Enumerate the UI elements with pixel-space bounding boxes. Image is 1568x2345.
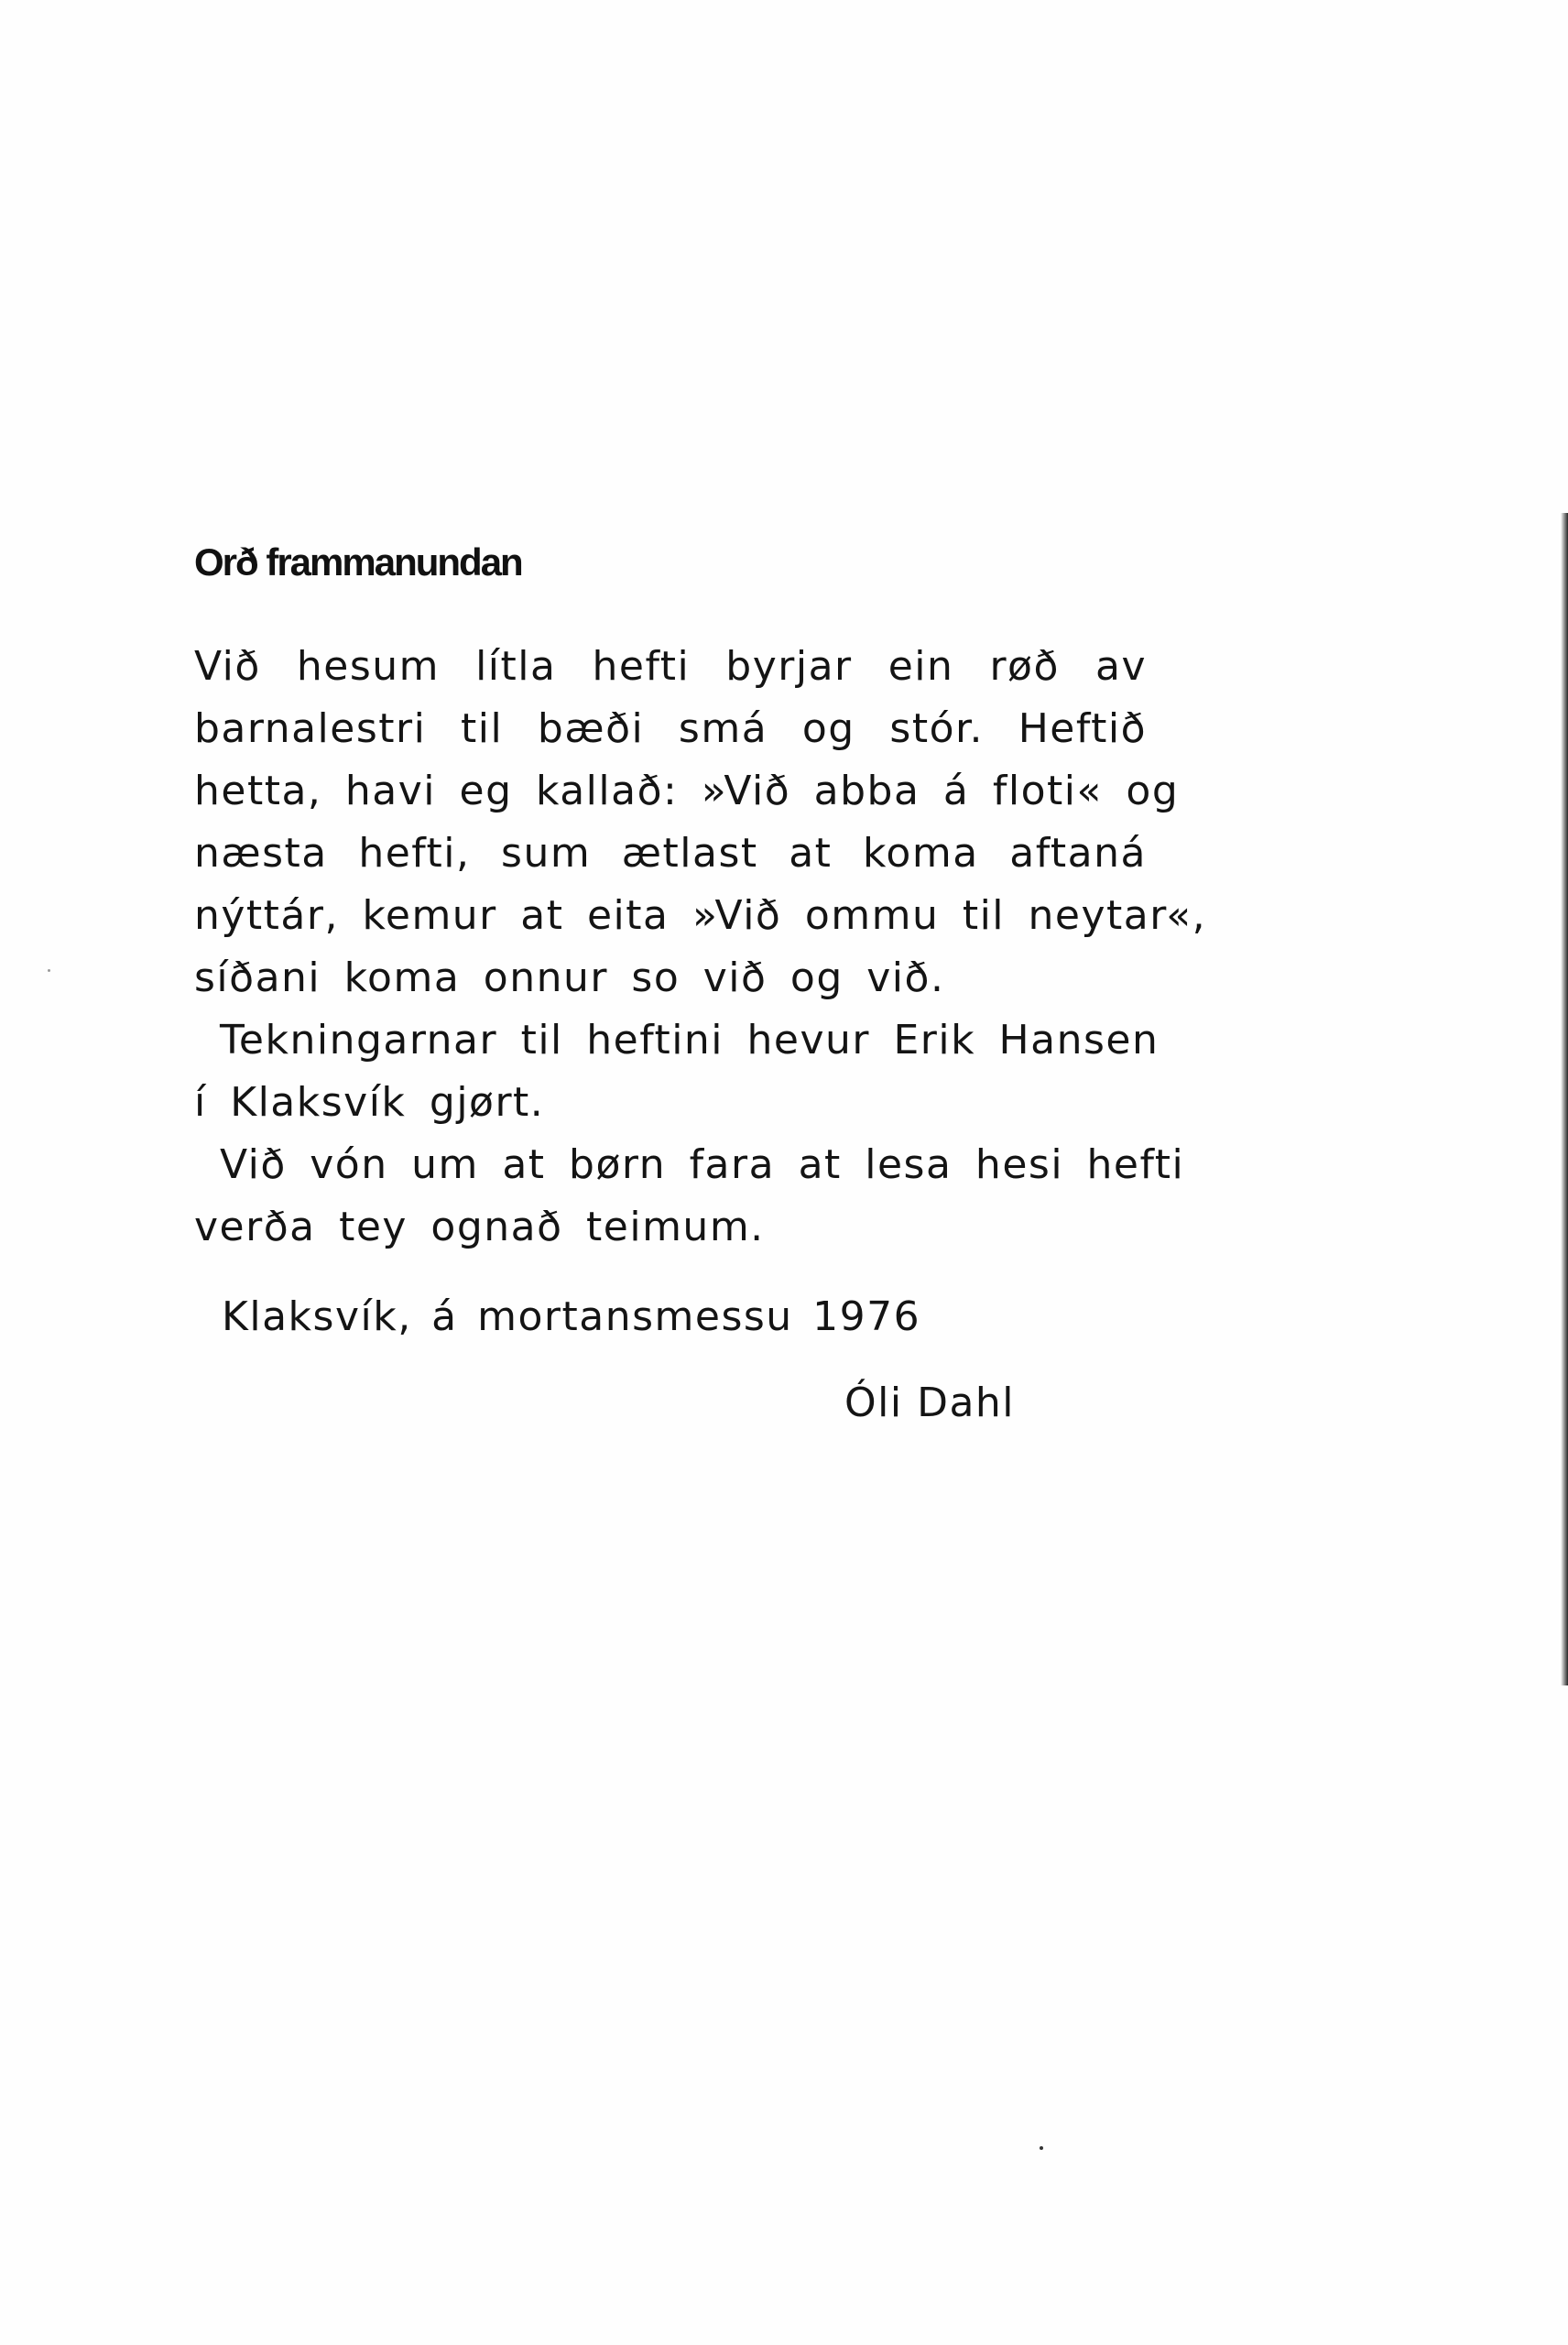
text-line: verða tey ognað teimum. (194, 1204, 765, 1250)
text-line: Tekningarnar til heftini hevur Erik Hansen (220, 1017, 1160, 1063)
text-line: Við vón um at børn fara at lesa hesi hefti (220, 1141, 1185, 1188)
text-line: næsta hefti, sum ætlast at koma aftaná (194, 830, 1147, 877)
foreword-text (194, 636, 1207, 1259)
page-edge-shadow (1561, 513, 1568, 1685)
text-line: hetta, havi eg kallað: »Við abba á floti« og (194, 768, 1180, 814)
dust-speck (48, 969, 50, 972)
text-line: barnalestri til bæði smá og stór. Heftið (194, 705, 1147, 752)
page-title: Orð frammanundan (194, 540, 522, 584)
text-line: Við hesum lítla hefti byrjar ein røð av (194, 643, 1147, 690)
dust-speck (1040, 2146, 1043, 2150)
text-line: nýttár, kemur at eita »Við ommu til neytar«, (194, 892, 1207, 939)
text-line: síðani koma onnur so við og við. (194, 954, 945, 1001)
place-and-date: Klaksvík, á mortansmessu 1976 (222, 1293, 921, 1340)
text-line: í Klaksvík gjørt. (194, 1079, 545, 1126)
author-signature: Óli Dahl (844, 1380, 1016, 1426)
